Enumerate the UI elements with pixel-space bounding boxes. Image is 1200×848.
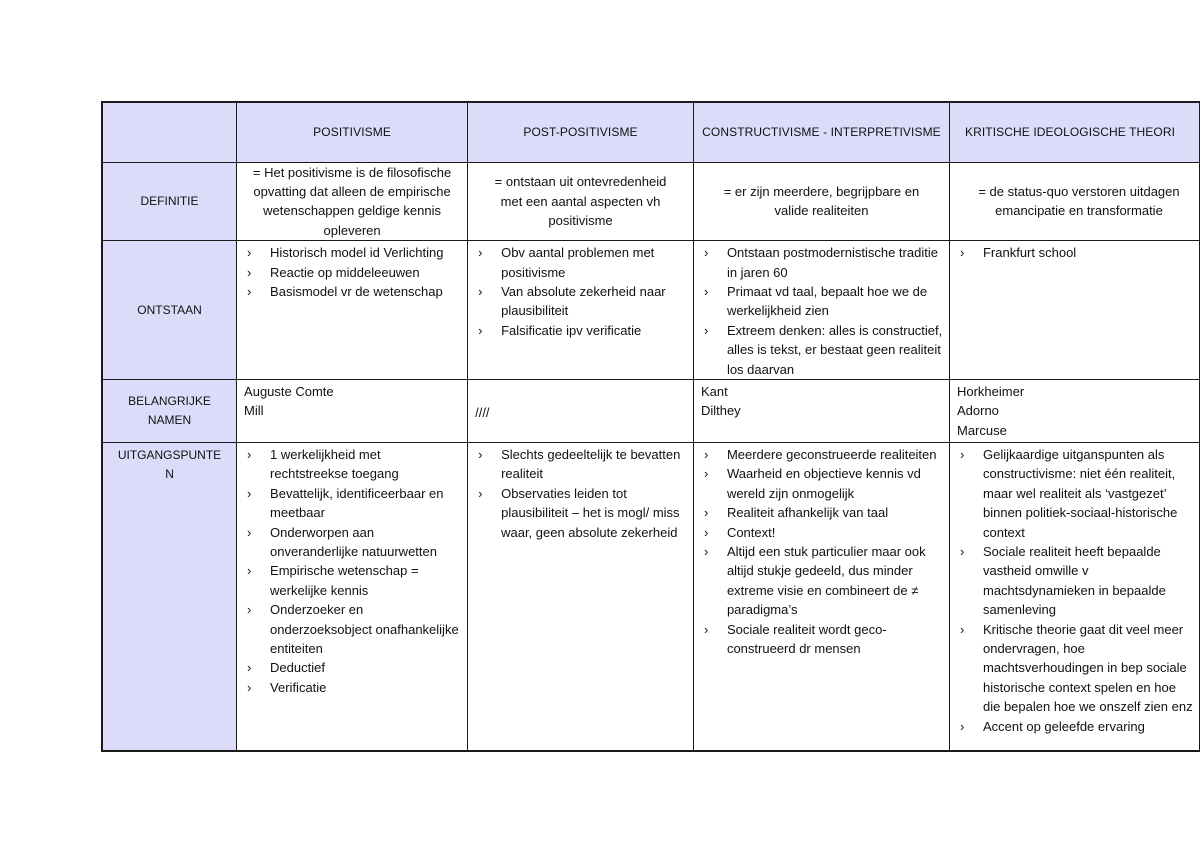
list-item: › Onderworpen aan onveranderlijke natuurwetten [244,523,461,562]
list-item: › Observaties leiden tot plausibiliteit – het is mogl/ miss waar, geen absolute zekerheid [475,484,687,542]
list-item: › Falsificatie ipv verificatie [475,321,687,340]
header-constructivisme: CONSTRUCTIVISME - INTERPRETIVISME [693,102,949,162]
ontstaan-constructivisme-list [701,243,943,379]
list-item: › Deductief [244,658,461,677]
uitgangspunten-constructivisme-list [701,445,943,658]
ontstaan-row [102,241,1200,380]
list-item: › Onderzoeker en onderzoeksobject onafhankelijke entiteiten [244,600,461,658]
list-item: › Context! [701,523,943,542]
header-kritisch: KRITISCHE IDEOLOGISCHE THEORI [949,102,1199,162]
list-item: › Sociale realiteit wordt geco-construeerd dr mensen [701,620,943,659]
definitie-positivisme: = Het positivisme is de filosofische opvatting dat alleen de empirische wetenschappen geldige kennis opleveren [237,162,468,241]
namen-post-positivisme: //// [468,379,694,442]
row-label-uitgangspunten-line-2: N [165,466,174,481]
list-item: › Slechts gedeeltelijk te bevatten realiteit [475,445,687,484]
list-item: › Waarheid en objectieve kennis vd wereld zijn onmogelijk [701,464,943,503]
definitie-kritisch-text: = de status-quo verstoren uitdagen emancipatie en transformatie [978,183,1180,219]
list-item: › Basismodel vr de wetenschap [244,282,461,301]
name-item: Marcuse [956,422,1007,438]
namen-positivisme [237,379,468,442]
uitgangspunten-post-positivisme-list [475,445,687,542]
list-item: › Primaat vd taal, bepaalt hoe we de werkelijkheid zien [701,282,943,321]
list-item: › Reactie op middeleeuwen [244,263,461,282]
list-item: › Empirische wetenschap = werkelijke kennis [244,561,461,600]
ontstaan-post-positivisme [468,241,694,380]
list-item: › Kritische theorie gaat dit veel meer ondervragen, hoe machtsverhoudingen in bep sociale historische context spelen en hoe die bepalen hoe we onszelf zien enz [957,620,1193,717]
row-label-uitgangspunten [102,442,237,751]
name-item: Dilthey [700,403,741,419]
uitgangspunten-kritisch-list [957,445,1193,736]
definitie-post-positivisme: = ontstaan uit ontevredenheid met een aantal aspecten vh positivisme [468,162,694,241]
list-item: › Meerdere geconstrueerde realiteiten [701,445,943,464]
list-item: › Historisch model id Verlichting [244,243,461,262]
ontstaan-positivisme [237,241,468,380]
list-item: › Altijd een stuk particulier maar ook altijd stukje gedeeld, dus minder extreme visie en combineert de ≠ paradigma’s [701,542,943,620]
row-label-ontstaan: ONTSTAAN [102,241,237,380]
list-item: › Accent op geleefde ervaring [957,717,1193,736]
name-item: Kant [700,383,728,399]
name-item: Auguste Comte [244,383,334,399]
list-item: › 1 werkelijkheid met rechtstreekse toegang [244,445,461,484]
list-item: › Ontstaan postmodernistische traditie in jaren 60 [701,243,943,282]
uitgangspunten-row [102,442,1200,751]
namen-row [102,379,1200,442]
header-post-positivisme: POST-POSITIVISME [468,102,694,162]
ontstaan-constructivisme [693,241,949,380]
uitgangspunten-positivisme-list [244,445,461,697]
name-item: Adorno [956,403,999,419]
uitgangspunten-kritisch [949,442,1199,751]
uitgangspunten-positivisme [237,442,468,751]
namen-constructivisme [693,379,949,442]
row-label-namen-line-2: NAMEN [147,412,192,427]
header-corner-cell [102,102,237,162]
list-item: › Realiteit afhankelijk van taal [701,503,943,522]
definitie-kritisch [949,162,1199,241]
row-label-namen-line-1: BELANGRIJKE [128,393,211,408]
ontstaan-positivisme-list [244,243,461,301]
uitgangspunten-post-positivisme [468,442,694,751]
list-item: › Extreem denken: alles is constructief, alles is tekst, er bestaat geen realiteit los daarvan [701,321,943,379]
definitie-row [102,162,1200,241]
row-label-definitie: DEFINITIE [102,162,237,241]
namen-kritisch [949,379,1199,442]
list-item: › Gelijkaardige uitganspunten als constructivisme: niet één realiteit, maar wel realiteit als ‘vastgezet’ binnen politiek-sociaal-historische context [957,445,1193,542]
list-item: › Obv aantal problemen met positivisme [475,243,687,282]
list-item: › Verificatie [244,678,461,697]
list-item: › Frankfurt school [957,243,1193,262]
list-item: › Van absolute zekerheid naar plausibiliteit [475,282,687,321]
ontstaan-kritisch [949,241,1199,380]
definitie-constructivisme: = er zijn meerdere, begrijpbare en valide realiteiten [693,162,949,241]
name-item: Horkheimer [956,383,1025,399]
uitgangspunten-constructivisme [693,442,949,751]
list-item: › Bevattelijk, identificeerbaar en meetbaar [244,484,461,523]
ontstaan-kritisch-list [957,243,1193,262]
header-row [102,102,1200,162]
row-label-uitgangspunten-line-1: UITGANGSPUNTE [117,447,222,462]
name-item: Mill [244,403,264,419]
row-label-namen [102,379,237,442]
ontstaan-post-positivisme-list [475,243,687,340]
list-item: › Sociale realiteit heeft bepaalde vastheid omwille v machtsdynamieken in bepaalde samenleving [957,542,1193,620]
comparison-table [101,101,1200,752]
header-positivisme: POSITIVISME [237,102,468,162]
